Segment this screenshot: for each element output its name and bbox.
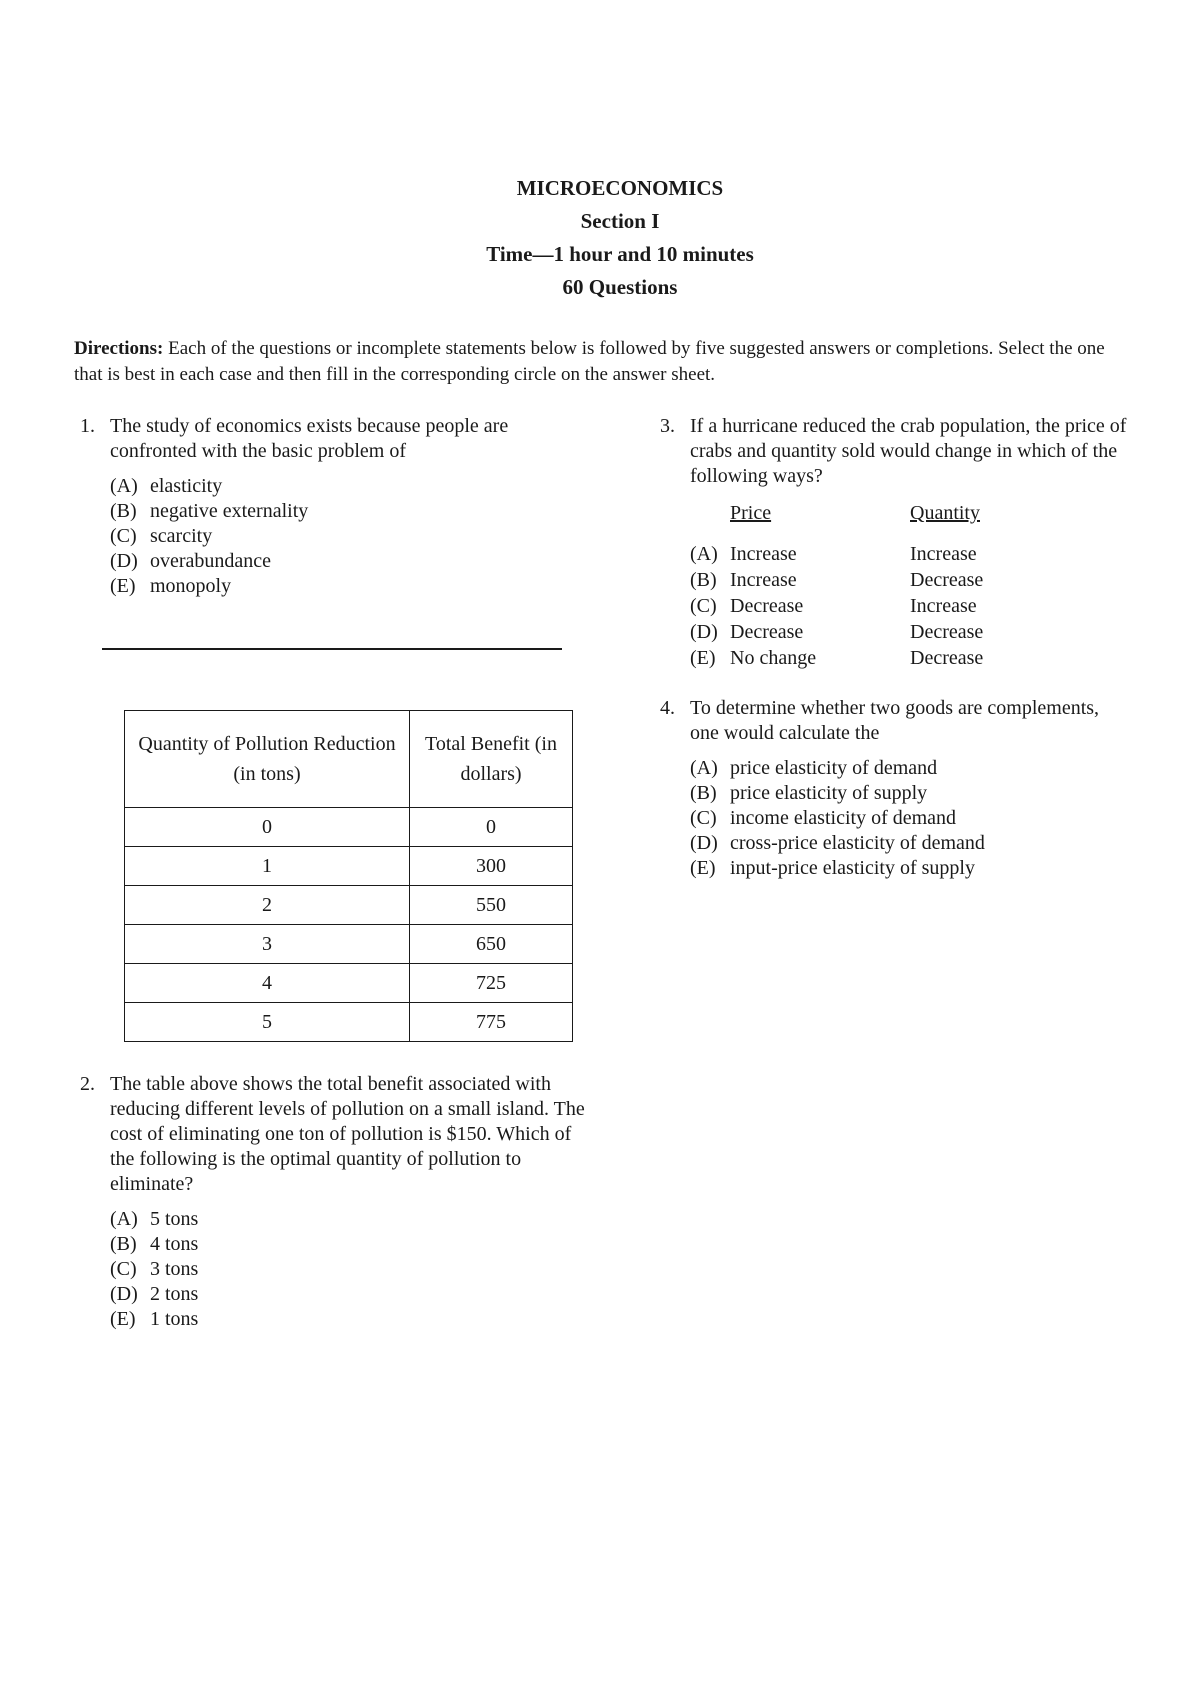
option-quantity: Increase — [910, 543, 977, 565]
quantity-cell: 2 — [125, 886, 410, 925]
divider — [102, 648, 562, 650]
option-letter: (D) — [110, 1283, 138, 1305]
option-quantity: Increase — [910, 595, 977, 617]
option-letter: (C) — [110, 525, 137, 547]
option-text: negative externality — [150, 500, 309, 522]
option-price: Decrease — [730, 621, 804, 643]
table-row — [125, 925, 573, 964]
answer-option-d[interactable] — [690, 619, 1130, 645]
option-letter: (B) — [110, 1233, 137, 1255]
benefit-cell: 650 — [410, 925, 573, 964]
benefit-cell: 725 — [410, 964, 573, 1003]
answer-options — [110, 1207, 600, 1332]
directions-label: Directions: — [74, 338, 164, 359]
option-price: Increase — [730, 543, 797, 565]
question-4 — [660, 696, 1130, 881]
quantity-cell: 5 — [125, 1003, 410, 1042]
question-3 — [660, 414, 1130, 671]
directions-text: Each of the questions or incomplete statements below is followed by five suggested answers or completions. Select the one that is best in each case and then fill in the corresponding circle on the answer sheet. — [74, 338, 1105, 385]
option-letter: (E) — [110, 575, 136, 597]
option-text: 1 tons — [150, 1308, 199, 1330]
answer-option-b[interactable] — [690, 781, 1130, 806]
question-number: 2. — [80, 1073, 95, 1095]
answer-option-e[interactable] — [690, 856, 1130, 881]
exam-header — [0, 172, 1200, 304]
table-row — [125, 808, 573, 847]
option-text: scarcity — [150, 525, 213, 547]
table-row — [125, 964, 573, 1003]
answer-option-e[interactable] — [110, 574, 580, 599]
question-2 — [80, 1072, 600, 1332]
option-letter: (D) — [690, 832, 718, 854]
option-text: price elasticity of supply — [730, 782, 928, 804]
option-text: elasticity — [150, 475, 223, 497]
option-text: 4 tons — [150, 1233, 199, 1255]
option-letter: (A) — [110, 475, 138, 497]
option-letter: (E) — [690, 647, 716, 669]
option-quantity: Decrease — [910, 569, 984, 591]
pollution-benefit-table — [124, 710, 573, 1042]
table-header-row — [125, 711, 573, 808]
subject-title: MICROECONOMICS — [516, 176, 724, 200]
quantity-cell: 1 — [125, 847, 410, 886]
answer-option-d[interactable] — [110, 549, 580, 574]
question-stem: The table above shows the total benefit associated with reducing different levels of pollution on a small island. The cost of eliminating one ton of pollution is $150. Which of the following is the optimal quantity of pollution to eliminate? — [110, 1073, 585, 1195]
option-letter: (C) — [110, 1258, 137, 1280]
option-letter: (B) — [690, 782, 717, 804]
table-row — [125, 847, 573, 886]
answer-option-a[interactable] — [110, 474, 580, 499]
question-number: 4. — [660, 697, 675, 719]
option-text: overabundance — [150, 550, 272, 572]
answer-option-b[interactable] — [110, 1232, 600, 1257]
option-letter: (D) — [110, 550, 138, 572]
answer-option-a[interactable] — [690, 541, 1130, 567]
quantity-cell: 4 — [125, 964, 410, 1003]
question-1 — [80, 414, 580, 599]
option-text: monopoly — [150, 575, 232, 597]
benefit-cell: 550 — [410, 886, 573, 925]
answer-option-a[interactable] — [690, 756, 1130, 781]
option-price: Decrease — [730, 595, 804, 617]
question-stem: To determine whether two goods are complements, one would calculate the — [690, 697, 1100, 744]
answer-option-c[interactable] — [690, 806, 1130, 831]
answer-option-a[interactable] — [110, 1207, 600, 1232]
option-text: price elasticity of demand — [730, 757, 938, 779]
option-letter: (E) — [110, 1308, 136, 1330]
column-header-benefit: Total Benefit (in dollars) — [410, 711, 573, 808]
option-letter: (C) — [690, 595, 717, 617]
option-letter: (D) — [690, 621, 718, 643]
option-letter: (B) — [690, 569, 717, 591]
benefit-cell: 0 — [410, 808, 573, 847]
time-limit: Time—1 hour and 10 minutes — [486, 242, 754, 266]
answer-options — [110, 474, 580, 599]
option-quantity: Decrease — [910, 647, 984, 669]
quantity-cell: 3 — [125, 925, 410, 964]
answer-option-c[interactable] — [110, 1257, 600, 1282]
answer-option-e[interactable] — [690, 645, 1130, 671]
option-text: 5 tons — [150, 1208, 199, 1230]
option-price: No change — [730, 647, 817, 669]
option-price: Increase — [730, 569, 797, 591]
answer-option-c[interactable] — [690, 593, 1130, 619]
option-letter: (B) — [110, 500, 137, 522]
answer-option-e[interactable] — [110, 1307, 600, 1332]
answer-option-c[interactable] — [110, 524, 580, 549]
benefit-cell: 775 — [410, 1003, 573, 1042]
option-quantity: Decrease — [910, 621, 984, 643]
section-title: Section I — [580, 209, 660, 233]
option-letter: (A) — [690, 757, 718, 779]
question-stem: The study of economics exists because people are confronted with the basic problem of — [110, 415, 509, 462]
option-text: input-price elasticity of supply — [730, 857, 975, 879]
directions — [74, 336, 1134, 388]
table-row — [125, 1003, 573, 1042]
answer-option-d[interactable] — [110, 1282, 600, 1307]
option-text: 3 tons — [150, 1258, 199, 1280]
price-quantity-headers — [730, 501, 1130, 531]
option-text: cross-price elasticity of demand — [730, 832, 985, 854]
question-number: 3. — [660, 415, 675, 437]
option-letter: (A) — [690, 543, 718, 565]
question-number: 1. — [80, 415, 95, 437]
answer-options — [690, 541, 1130, 671]
quantity-header: Quantity — [910, 502, 980, 524]
quantity-cell: 0 — [125, 808, 410, 847]
answer-option-b[interactable] — [690, 567, 1130, 593]
answer-option-b[interactable] — [110, 499, 580, 524]
option-letter: (C) — [690, 807, 717, 829]
answer-options — [690, 756, 1130, 881]
benefit-cell: 300 — [410, 847, 573, 886]
question-stem: If a hurricane reduced the crab population, the price of crabs and quantity sold would change in which of the following ways? — [690, 415, 1127, 487]
column-header-quantity: Quantity of Pollution Reduction (in tons) — [125, 711, 410, 808]
option-letter: (E) — [690, 857, 716, 879]
price-header: Price — [730, 502, 772, 524]
option-text: income elasticity of demand — [730, 807, 957, 829]
option-letter: (A) — [110, 1208, 138, 1230]
table-row — [125, 886, 573, 925]
question-count: 60 Questions — [562, 275, 678, 299]
answer-option-d[interactable] — [690, 831, 1130, 856]
option-text: 2 tons — [150, 1283, 199, 1305]
